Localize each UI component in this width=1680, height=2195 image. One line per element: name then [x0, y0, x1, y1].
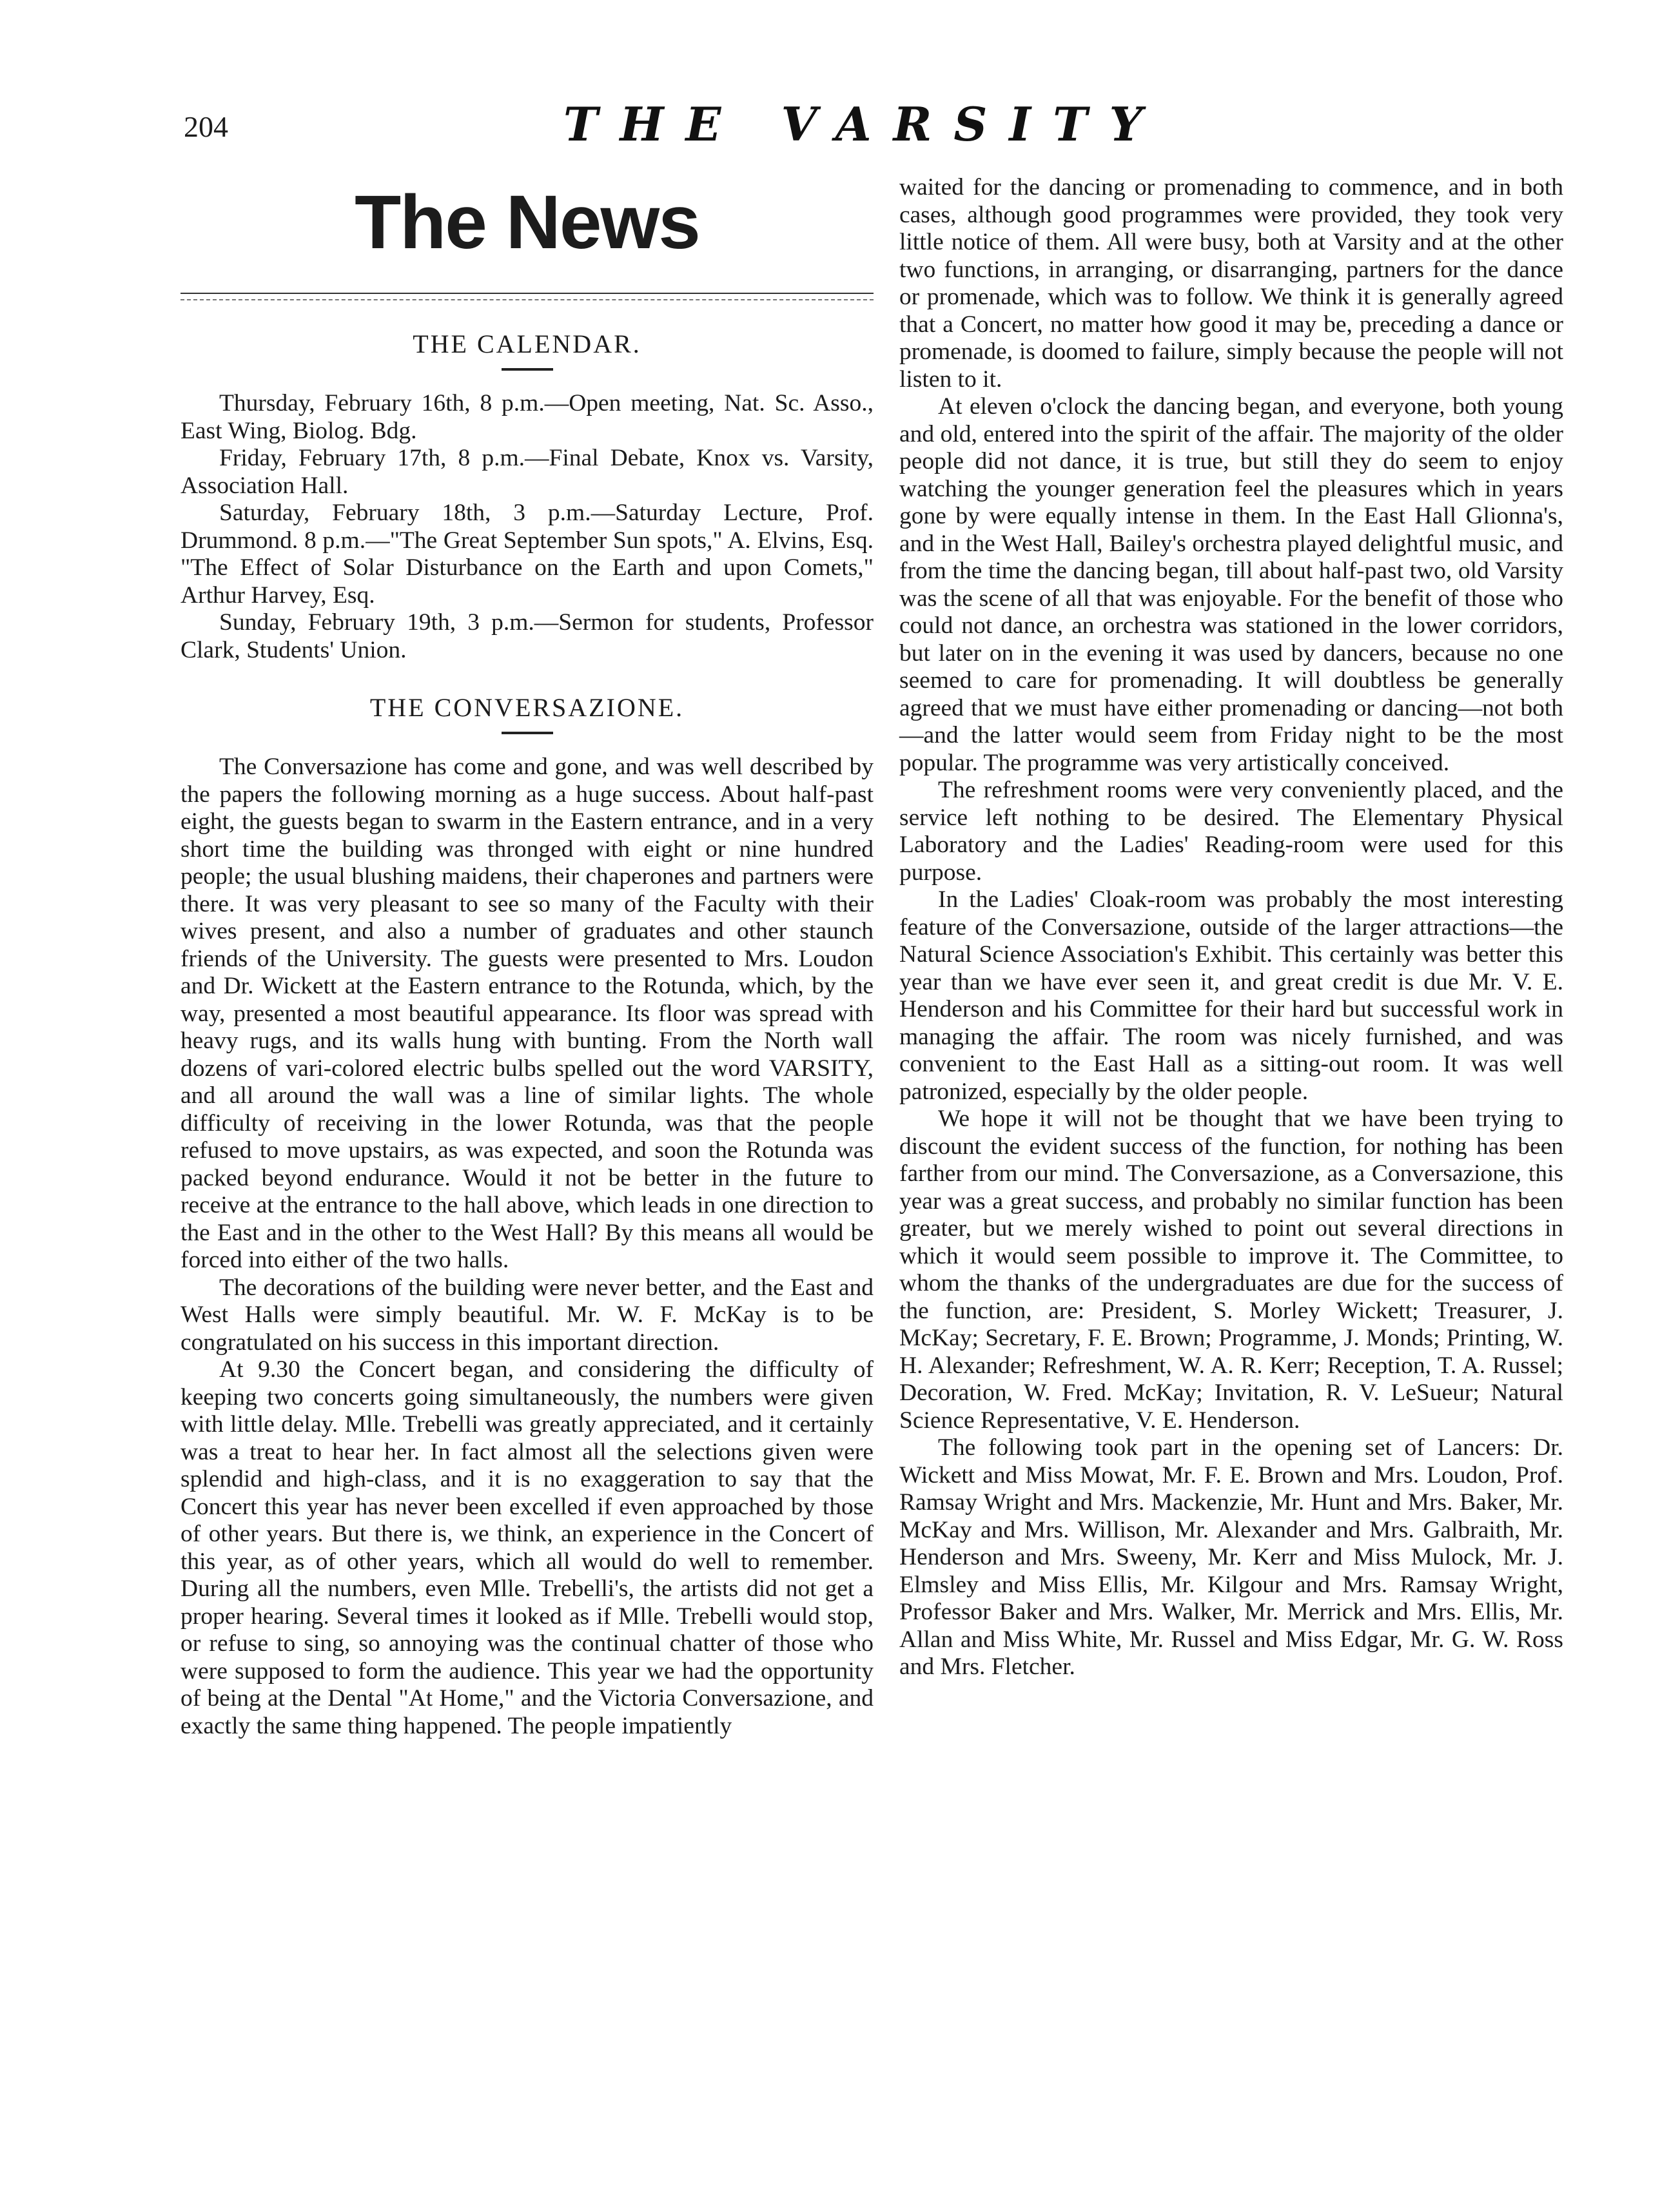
calendar-entry: Sunday, February 19th, 3 p.m.—Sermon for students, Professor Clark, Students' Union. — [181, 609, 874, 663]
calendar-entry: Saturday, February 18th, 3 p.m.—Saturday Lecture, Prof. Drummond. 8 p.m.—"The Great September Sun spots," A. Elvins, Esq. "The Effect of Solar Disturbance on the Earth and upon Comets," Arthur Harvey, Esq. — [181, 500, 874, 609]
calendar-entry: Thursday, February 16th, 8 p.m.—Open meeting, Nat. Sc. Asso., East Wing, Biolog. Bdg. — [181, 390, 874, 444]
section-rule — [502, 368, 553, 371]
article-paragraph: The decorations of the building were never better, and the East and West Halls were simply beautiful. Mr. W. F. McKay is to be congratulated on his success in this important direction. — [181, 1274, 874, 1356]
section-rule — [502, 732, 553, 734]
article-paragraph: At 9.30 the Concert began, and considering the difficulty of keeping two concerts going simultaneously, the numbers were given with little delay. Mlle. Trebelli was greatly appreciated, and it certainly was a treat to hear her. In fact almost all the selections given were splendid and high-class, and it is no exaggeration to say that the Concert this year has never been excelled if even approached by those of other years. But there is, we think, an experience in the Concert of this year, as of other years, which all would do well to remember. During all the numbers, even Mlle. Trebelli's, the artists did not get a proper hearing. Several times it looked as if Mlle. Trebelli would stop, or refuse to sing, so annoying was the continual chatter of those who were supposed to form the audience. This year we had the opportunity of being at the Dental "At Home," and the Victoria Conversazione, and exactly the same thing happened. The people impatiently — [181, 1356, 874, 1739]
page-number: 204 — [184, 110, 228, 143]
article-paragraph: waited for the dancing or promenading to commence, and in both cases, although good programmes were provided, they took very little notice of them. All were busy, both at Varsity and at the other two functions, in arranging, or disarranging, partners for the dance or promenade, which was to follow. We think it is generally agreed that a Concert, no matter how good it may be, preceding a dance or promenade, is doomed to failure, simply because the people will not listen to it. — [899, 174, 1563, 393]
article-paragraph: The refreshment rooms were very conveniently placed, and the service left nothing to be desired. The Elementary Physical Laboratory and the Ladies' Reading-room were used for this purpose. — [899, 777, 1563, 886]
page-title: The News — [355, 180, 699, 265]
calendar-heading: THE CALENDAR. — [413, 329, 641, 358]
left-column — [181, 174, 874, 1740]
article-body-left — [181, 754, 874, 1740]
masthead: THE VARSITY — [563, 97, 1165, 151]
calendar-list — [181, 390, 874, 664]
article-paragraph: The Conversazione has come and gone, and was well described by the papers the following morning as a huge success. About half-past eight, the guests began to swarm in the Eastern entrance, and in a very short time the building was thronged with eight or nine hundred people; the usual blushing maidens, their chaperones and partners were there. It was very pleasant to see so many of the Faculty with their wives present, and also a number of graduates and other staunch friends of the University. The guests were presented to Mrs. Loudon and Dr. Wickett at the Eastern entrance to the Rotunda, which, by the way, presented a most beautiful appearance. Its floor was spread with heavy rugs, and its walls hung with bunting. From the North wall dozens of vari-colored electric bulbs spelled out the word VARSITY, and all around the wall was a line of similar lights. The whole difficulty of receiving in the lower Rotunda, was that the people refused to move upstairs, as was expected, and soon the Rotunda was packed beyond endurance. Would it not be better in the future to receive at the entrance to the hall above, which leads in one direction to the East and in the other to the West Hall? By this means all would be forced into either of the two halls. — [181, 754, 874, 1273]
article-paragraph: The following took part in the opening set of Lancers: Dr. Wickett and Miss Mowat, Mr. F. E. Brown and Mrs. Loudon, Prof. Ramsay Wright and Mrs. Mackenzie, Mr. Hunt and Mrs. Baker, Mr. McKay and Mrs. Willison, Mr. Alexander and Mrs. Galbraith, Mr. Henderson and Mrs. Sweeny, Mr. Kerr and Miss Mulock, Mr. J. Elmsley and Miss Ellis, Mr. Kilgour and Mrs. Ramsay Wright, Professor Baker and Mrs. Walker, Mr. Merrick and Mrs. Ellis, Mr. Allan and Miss White, Mr. Russel and Miss Edgar, Mr. G. W. Ross and Mrs. Fletcher. — [899, 1434, 1563, 1680]
headline-divider — [181, 293, 874, 300]
right-column — [899, 174, 1563, 1681]
article-paragraph: In the Ladies' Cloak-room was probably the most interesting feature of the Conversazione, outside of the larger attractions—the Natural Science Association's Exhibit. This certainly was better this year than we have ever seen it, and great credit is due Mr. V. E. Henderson and his Committee for their hard but successful work in managing the affair. The room was nicely furnished, and was convenient to the East Hall as a sitting-out room. It was well patronized, especially by the older people. — [899, 886, 1563, 1105]
article-paragraph: We hope it will not be thought that we have been trying to discount the evident success of the function, for nothing has been farther from our mind. The Conversazione, as a Conversazione, this year was a great success, and probably no similar function has been greater, but we merely wished to point out several directions in which it would seem possible to improve it. The Committee, to whom the thanks of the undergraduates are due for the success of the function, are: President, S. Morley Wickett; Treasurer, J. McKay; Secretary, F. E. Brown; Programme, J. Monds; Printing, W. H. Alexander; Refreshment, W. A. R. Kerr; Reception, T. A. Russel; Decoration, W. Fred. McKay; Invitation, R. V. LeSueur; Natural Science Representative, V. E. Henderson. — [899, 1106, 1563, 1434]
article-paragraph: At eleven o'clock the dancing began, and everyone, both young and old, entered into the spirit of the affair. The majority of the older people did not dance, it is true, but still they do seem to enjoy watching the younger generation feel the pleasures which in years gone by were equally intense in them. In the East Hall Glionna's, and in the West Hall, Bailey's orchestra played delightful music, and from the time the dancing began, till about half-past two, old Varsity was the scene of all that was enjoyable. For the benefit of those who could not dance, an orchestra was stationed in the lower corridors, but later on in the evening it was used by dancers, because no one seemed to care for promenading. It will doubtless be generally agreed that we must have either promenading or dancing—not both—and the latter would seem from Friday night to be the most popular. The programme was very artistically conceived. — [899, 393, 1563, 776]
calendar-entry: Friday, February 17th, 8 p.m.—Final Debate, Knox vs. Varsity, Association Hall. — [181, 445, 874, 499]
conversazione-heading: THE CONVERSAZIONE. — [369, 693, 685, 722]
